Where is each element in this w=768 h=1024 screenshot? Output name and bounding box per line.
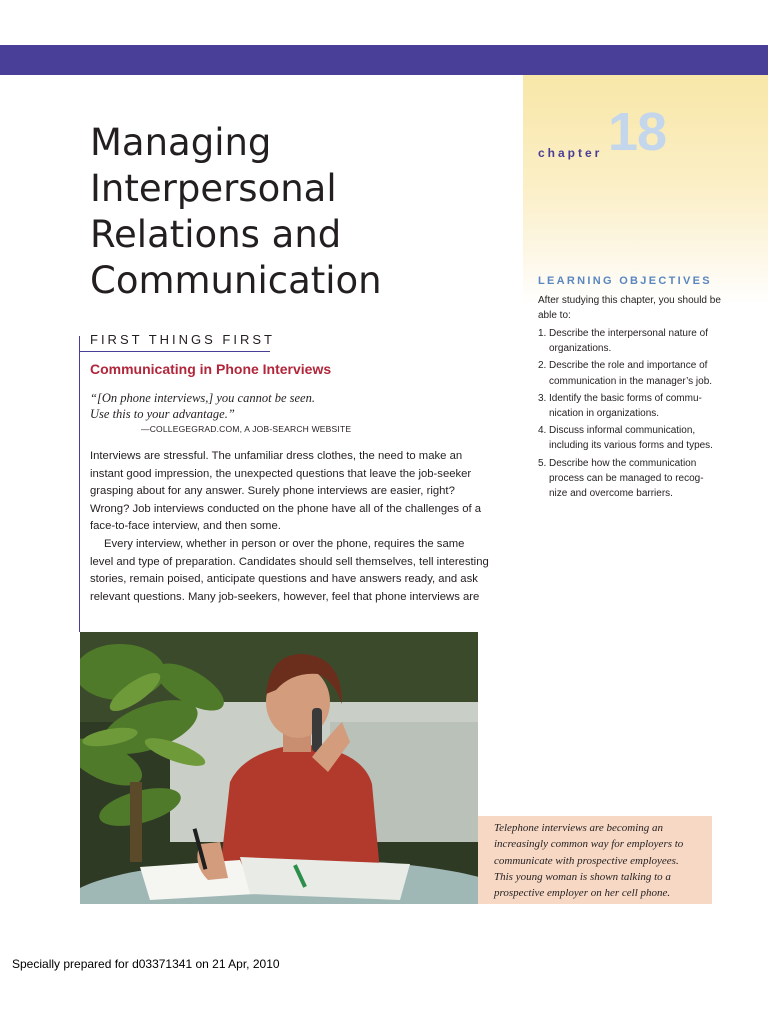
first-things-first-heading: FIRST THINGS FIRST xyxy=(90,332,275,347)
caption-line: increasingly common way for employers to xyxy=(494,838,684,851)
learning-objectives-list xyxy=(538,326,728,503)
footer-note: Specially prepared for d03371341 on 21 Apr, 2010 xyxy=(12,957,280,971)
caption-line: Telephone interviews are becoming an xyxy=(494,822,664,834)
first-things-first-underline xyxy=(79,351,270,352)
photo-caption xyxy=(494,820,704,901)
first-things-first-rule xyxy=(79,336,80,632)
body-line: Wrong? Job interviews conducted on the phone have all of the challenges of a xyxy=(90,502,482,515)
objective-number: 3. xyxy=(538,392,547,404)
body-line: Every interview, whether in person or over the phone, requires the same xyxy=(104,537,465,550)
body-line: grasping about for any answer. Surely phone interviews are easier, right? xyxy=(90,485,455,498)
chapter-number: 18 xyxy=(608,102,667,162)
objective-number: 2. xyxy=(538,360,547,372)
learning-objectives-heading: LEARNING OBJECTIVES xyxy=(538,275,712,287)
caption-line: prospective employer on her cell phone. xyxy=(494,887,671,900)
chapter-title xyxy=(90,120,510,304)
chapter-label: chapter xyxy=(538,146,603,160)
objective-text: Identify the basic forms of commu- nication in organizations. xyxy=(549,392,702,420)
body-text xyxy=(90,448,524,606)
objective-number: 1. xyxy=(538,328,547,339)
section-subheading: Communicating in Phone Interviews xyxy=(90,361,332,377)
title-line: Managing xyxy=(90,121,272,164)
objective-text: Describe the interpersonal nature of organizations. xyxy=(549,328,708,355)
photo-caption-box xyxy=(478,816,712,904)
objective-number: 4. xyxy=(538,425,547,437)
title-line: Interpersonal xyxy=(90,167,337,210)
objective-item xyxy=(538,326,728,356)
woman-on-phone-photo xyxy=(80,632,478,904)
objective-item xyxy=(538,391,728,421)
caption-line: communicate with prospective employees. xyxy=(494,854,679,867)
body-line: Interviews are stressful. The unfamiliar dress clothes, the need to make an xyxy=(90,450,463,462)
quote-line: Use this to your advantage.” xyxy=(90,407,235,421)
quote-attribution: —COLLEGEGRAD.COM, A JOB-SEARCH WEBSITE xyxy=(141,424,352,434)
body-line: instant good impression, the unexpected questions that leave the job-seeker xyxy=(90,467,472,480)
objective-item xyxy=(538,358,728,388)
body-line: face-to-face interview, and then some. xyxy=(90,520,281,533)
objective-text: Describe how the communication process can be managed to recog- nize and overcome barriers. xyxy=(549,457,704,500)
title-line: Communication xyxy=(90,259,382,302)
objective-text: Discuss informal communication, including its various forms and types. xyxy=(549,425,713,452)
objective-number: 5. xyxy=(538,457,547,469)
body-line: level and type of preparation. Candidates should sell themselves, tell interesting xyxy=(90,555,489,568)
top-banner xyxy=(0,45,768,75)
body-line: stories, remain poised, anticipate questions and have answers ready, and ask xyxy=(90,573,478,586)
caption-line: This young woman is shown talking to a xyxy=(494,870,671,883)
body-line: relevant questions. Many job-seekers, however, feel that phone interviews are xyxy=(90,590,480,603)
objective-item xyxy=(538,423,728,453)
learning-objectives-intro: After studying this chapter, you should be able to: xyxy=(538,295,721,321)
objective-item xyxy=(538,456,728,502)
objective-text: Describe the role and importance of communication in the manager’s job. xyxy=(549,360,713,387)
opening-quote xyxy=(90,390,315,422)
quote-line: “[On phone interviews,] you cannot be seen. xyxy=(90,391,315,405)
title-line: Relations and xyxy=(90,213,342,256)
